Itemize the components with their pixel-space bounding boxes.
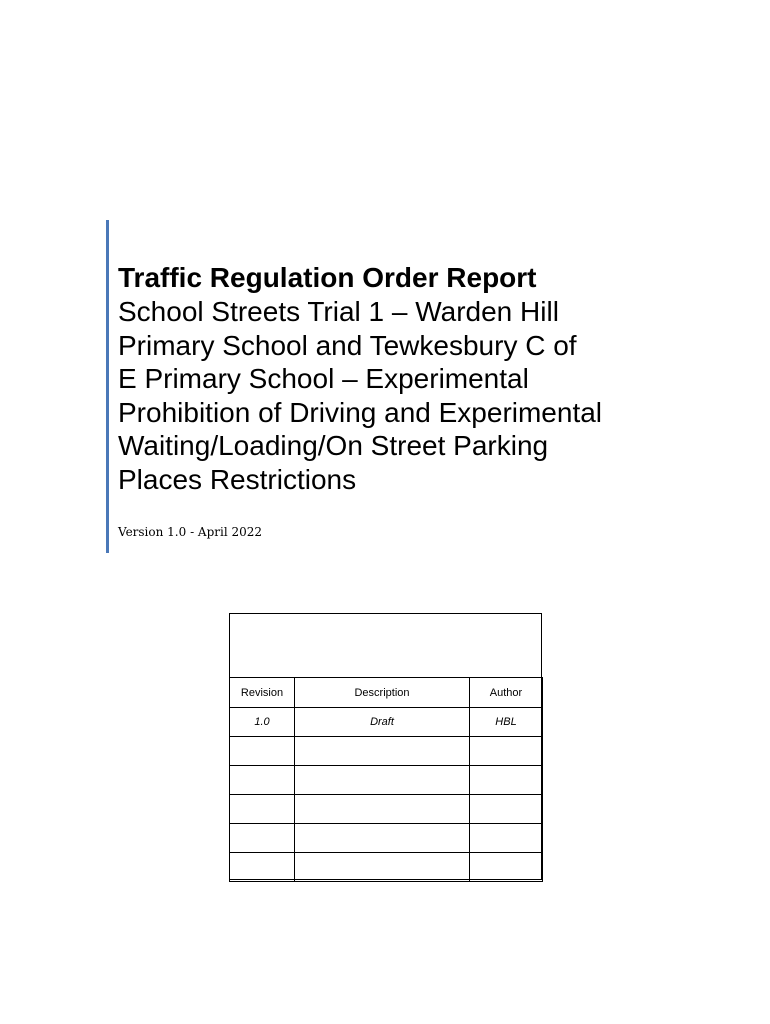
- cell-description: [295, 737, 470, 766]
- version-label: Version 1.0 - April 2022: [118, 525, 263, 539]
- cell-revision: [230, 853, 295, 882]
- revision-table: [229, 677, 543, 882]
- cell-revision: [230, 795, 295, 824]
- table-row: [230, 737, 543, 766]
- header-revision: Revision: [230, 678, 295, 708]
- report-title: Traffic Regulation Order Report: [118, 262, 537, 293]
- cell-description: [295, 853, 470, 882]
- title-block: [106, 220, 686, 553]
- cell-description: [295, 824, 470, 853]
- cell-description: Draft: [295, 708, 470, 737]
- header-author: Author: [470, 678, 543, 708]
- subtitle-line: Prohibition of Driving and Experimental: [118, 396, 603, 428]
- cell-author: [470, 824, 543, 853]
- table-row: [230, 766, 543, 795]
- cell-author: HBL: [470, 708, 543, 737]
- cell-author: [470, 737, 543, 766]
- table-row: [230, 795, 543, 824]
- cell-author: [470, 853, 543, 882]
- table-row: [230, 708, 543, 737]
- cell-revision: [230, 737, 295, 766]
- cell-revision: 1.0: [230, 708, 295, 737]
- cell-description: [295, 766, 470, 795]
- table-row: [230, 824, 543, 853]
- subtitle-line: Waiting/Loading/On Street Parking: [118, 430, 549, 461]
- revision-box: [229, 613, 542, 880]
- table-row: [230, 853, 543, 882]
- subtitle-line: Primary School and Tewkesbury C of: [118, 329, 577, 361]
- subtitle-line: E Primary School – Experimental: [118, 363, 529, 394]
- cell-revision: [230, 824, 295, 853]
- cell-author: [470, 795, 543, 824]
- subtitle-line: Places Restrictions: [118, 463, 357, 495]
- subtitle-line: School Streets Trial 1 – Warden Hill: [118, 296, 559, 327]
- table-header-row: [230, 678, 543, 708]
- cell-author: [470, 766, 543, 795]
- cell-description: [295, 795, 470, 824]
- report-subtitle: [118, 295, 678, 496]
- header-description: Description: [295, 678, 470, 708]
- cell-revision: [230, 766, 295, 795]
